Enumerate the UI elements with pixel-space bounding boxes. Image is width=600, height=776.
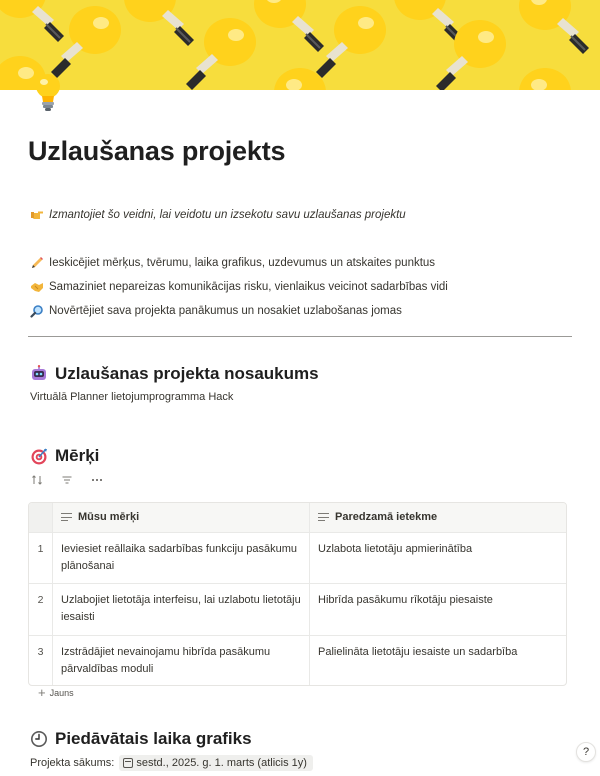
magnifier-icon — [30, 304, 44, 318]
cover-image — [0, 0, 600, 90]
goals-heading-text: Mērķi — [55, 446, 100, 465]
bullet-text-3: Novērtējiet sava projekta panākumus un nosakiet uzlabošanas jomas — [49, 305, 402, 317]
project-name-value[interactable]: Virtuālā Planner lietojumprogramma Hack — [30, 391, 234, 403]
row-index: 3 — [29, 636, 53, 685]
intro-hint-text: Izmantojiet šo veidni, lai veidotu un izsekotu savu uzlaušanas projektu — [49, 209, 406, 221]
pencil-icon — [30, 256, 44, 270]
goal-cell[interactable]: Izstrādājiet nevainojamu hibrīda pasākumu pārvaldības moduli — [53, 636, 310, 685]
bullet-text-1: Ieskicējiet mērķus, tvērumu, laika grafikus, uzdevumus un atskaites punktus — [49, 257, 436, 269]
table-row[interactable] — [29, 635, 566, 685]
table-row[interactable] — [29, 583, 566, 635]
bullet-line-2[interactable] — [30, 280, 448, 294]
table-header-row — [29, 503, 566, 532]
table-row[interactable] — [29, 532, 566, 583]
bullet-line-1[interactable] — [30, 256, 435, 270]
bullet-text-2: Samaziniet nepareizas komunikācijas risku, vienlaikus veicinot sadarbības vidi — [49, 281, 448, 293]
robot-icon — [30, 365, 48, 383]
goals-table — [28, 502, 567, 686]
date-chip[interactable] — [119, 755, 313, 771]
help-button[interactable]: ? — [576, 742, 596, 762]
target-icon — [30, 447, 48, 465]
row-index: 1 — [29, 533, 53, 583]
goal-cell[interactable]: Ieviesiet reāllaika sadarbības funkciju pasākumu plānošanai — [53, 533, 310, 583]
project-name-heading-text: Uzlaušanas projekta nosaukums — [55, 364, 319, 383]
goals-heading[interactable] — [30, 446, 99, 466]
page-title[interactable]: Uzlaušanas projekts — [28, 136, 286, 166]
plus-icon: + — [38, 685, 46, 700]
project-start-date: sestd., 2025. g. 1. marts (atlicis 1y) — [136, 757, 307, 769]
sort-icon[interactable] — [31, 474, 43, 486]
impact-cell[interactable]: Hibrīda pasākumu rīkotāju piesaiste — [318, 594, 493, 606]
project-start-label: Projekta sākums: — [30, 757, 115, 769]
index-column-header — [29, 503, 53, 532]
lightbulb-icon[interactable] — [28, 70, 68, 114]
more-options-icon[interactable] — [91, 474, 103, 486]
goal-cell[interactable]: Uzlabojiet lietotāja interfeisu, lai uzlabotu lietotāju iesaisti — [53, 584, 310, 635]
timeline-heading-text: Piedāvātais laika grafiks — [55, 729, 252, 748]
add-row-button[interactable] — [38, 685, 74, 700]
column-header-label: Paredzamā ietekme — [335, 511, 438, 523]
impact-cell[interactable]: Uzlabota lietotāju apmierinātība — [318, 543, 473, 555]
impact-cell[interactable]: Palielināta lietotāju iesaiste un sadarbība — [318, 646, 518, 658]
row-index: 2 — [29, 584, 53, 635]
project-name-heading[interactable] — [30, 364, 319, 384]
lightbulb-pattern — [0, 0, 600, 90]
project-start-line — [30, 755, 313, 771]
intro-hint[interactable] — [30, 208, 406, 222]
filter-icon[interactable] — [61, 474, 73, 486]
text-property-icon — [318, 513, 329, 522]
divider — [28, 336, 572, 337]
column-header-label: Mūsu mērķi — [78, 511, 140, 523]
column-header-impact[interactable] — [310, 503, 566, 532]
add-row-label: Jauns — [49, 688, 74, 698]
bullet-line-3[interactable] — [30, 304, 402, 318]
text-property-icon — [61, 513, 72, 522]
pointing-hand-icon — [30, 208, 44, 222]
clock-icon — [30, 730, 48, 748]
timeline-heading[interactable] — [30, 729, 252, 749]
column-header-goals[interactable] — [53, 503, 310, 532]
calendar-icon — [123, 758, 133, 768]
handshake-icon — [30, 280, 44, 294]
table-toolbar — [31, 474, 103, 486]
